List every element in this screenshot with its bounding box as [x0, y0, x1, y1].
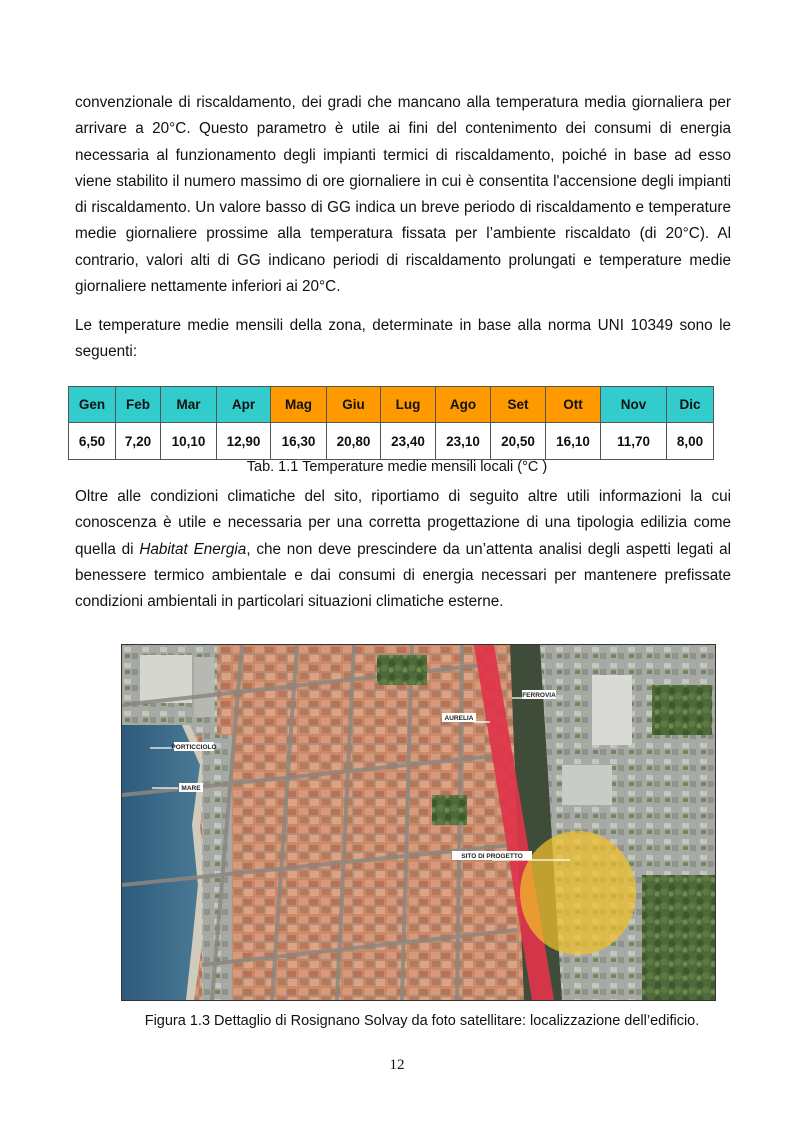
map-label-mare: MARE — [181, 785, 201, 792]
temperature-cell: 23,10 — [436, 423, 491, 460]
paragraph-monthly-temperatures-intro: Le temperature medie mensili della zona, determinate in base alla norma UNI 10349 sono le seguenti: — [75, 317, 731, 361]
table-values-row — [69, 423, 714, 460]
map-label-aurelia: AURELIA — [444, 715, 474, 722]
paragraph-heating-degree-days: convenzionale di riscaldamento, dei gradi che mancano alla temperatura media giornaliera per arrivare a 20°C. Questo parametro è utile ai fini del contenimento dei consumi di energia necessaria al funzionamento degli impianti termici di riscaldamento, poiché in base ad esso viene stabilito il numero massimo di ore giornaliere in cui è consentita l'accensione degli impianti di riscaldamento. Un valore basso di GG indica un breve periodo di riscaldamento e temperature medie giornaliere prossime alla temperatura fissata per l’ambiente riscaldato (di 20°C). Al contrario, valori alti di GG indicano periodi di riscaldamento prolungati e temperature medie giornaliere nettamente inferiori ai 20°C. — [75, 94, 731, 296]
temperature-cell: 16,30 — [271, 423, 327, 460]
temperature-cell: 16,10 — [546, 423, 601, 460]
temperature-cell: 12,90 — [217, 423, 271, 460]
paragraph-site-information — [75, 484, 731, 615]
paragraph-text: Oltre alle condizioni climatiche del sito, riportiamo di seguito altre utili informazioni la cui conoscenza è utile e necessaria per una corretta progettazione di una tipologia edilizia come quella di — [75, 488, 731, 558]
figure-caption: Figura 1.3 Dettaglio di Rosignano Solvay da foto satellitare: localizzazione dell’edificio. — [144, 1013, 700, 1029]
temperature-cell: 23,40 — [381, 423, 436, 460]
temperature-cell: 20,50 — [491, 423, 546, 460]
month-header: Ago — [436, 387, 491, 423]
month-header: Apr — [217, 387, 271, 423]
month-header: Dic — [667, 387, 714, 423]
temperature-cell: 7,20 — [116, 423, 161, 460]
monthly-temperature-table — [68, 386, 714, 460]
month-header: Nov — [601, 387, 667, 423]
project-name: Habitat Energia — [139, 540, 247, 558]
temperature-cell: 6,50 — [69, 423, 116, 460]
map-label-sito-di-progetto: SITO DI PROGETTO — [461, 853, 523, 860]
table-caption: Tab. 1.1 Temperature medie mensili locali (°C ) — [246, 459, 548, 475]
table-header-row — [69, 387, 714, 423]
map-label-ferrovia: FERROVIA — [522, 692, 556, 699]
month-header: Mag — [271, 387, 327, 423]
temperature-cell: 20,80 — [327, 423, 381, 460]
map-label-porticciolo: PORTICCIOLO — [171, 744, 217, 751]
page-number: 12 — [389, 1057, 405, 1073]
month-header: Lug — [381, 387, 436, 423]
month-header: Mar — [161, 387, 217, 423]
temperature-cell: 8,00 — [667, 423, 714, 460]
month-header: Feb — [116, 387, 161, 423]
temperature-cell: 10,10 — [161, 423, 217, 460]
satellite-map-image — [121, 644, 716, 1001]
temperature-cell: 11,70 — [601, 423, 667, 460]
month-header: Giu — [327, 387, 381, 423]
month-header: Gen — [69, 387, 116, 423]
paragraph-text: , che non deve prescindere da un’attenta analisi degli aspetti legati al benessere termico ambientale e dai consumi di energia necessari per mantenere prefissate condizioni ambientali in particolari situazioni climatiche esterne. — [75, 540, 731, 611]
month-header: Ott — [546, 387, 601, 423]
month-header: Set — [491, 387, 546, 423]
